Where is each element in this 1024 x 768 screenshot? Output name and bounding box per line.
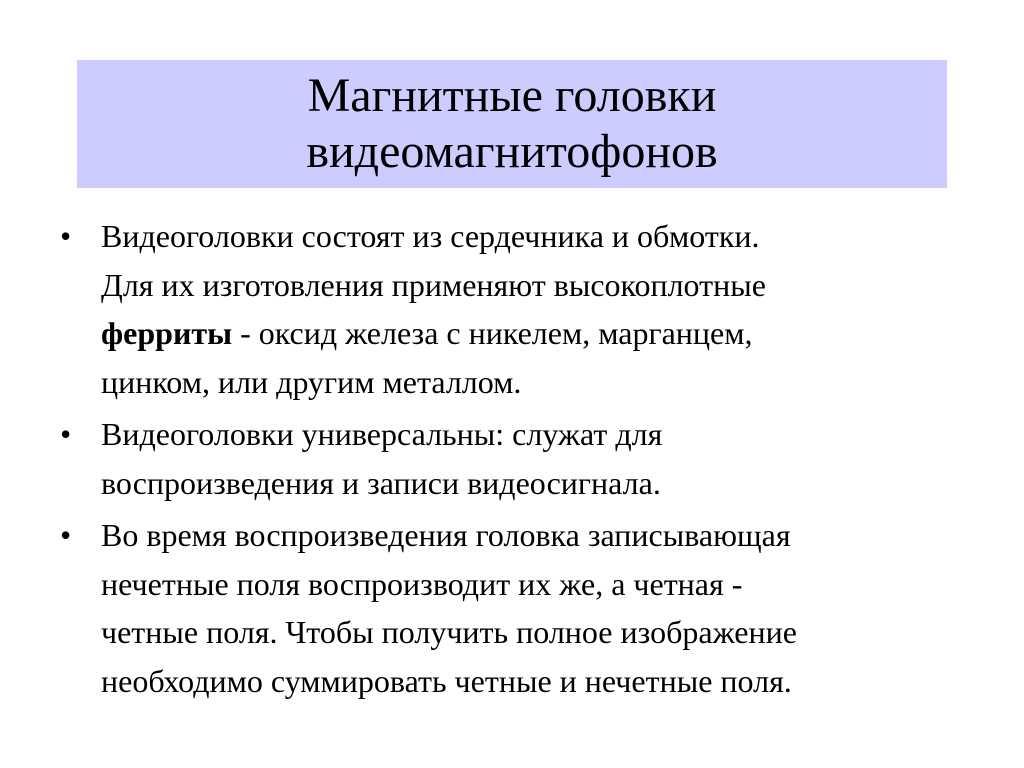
bullet-3-line-2: нечетные поля воспроизводит их же, а четная - <box>101 565 743 602</box>
bullet-item-3 <box>58 511 988 705</box>
bullet-2-line-2: воспроизведения и записи видеосигнала. <box>101 464 661 501</box>
bullet-item-1 <box>58 212 988 406</box>
bullet-3-line-3: четные поля. Чтобы получить полное изображение <box>101 614 797 650</box>
bold-term-ferrites: ферриты <box>101 315 233 351</box>
bullet-dot-icon: • <box>60 416 72 452</box>
bullet-3-line-1: Во время воспроизведения головка записывающая <box>101 517 791 553</box>
bullet-dot-icon: • <box>60 218 72 254</box>
title-line-2: видеомагнитофонов <box>306 125 718 178</box>
title-line-1: Магнитные головки <box>307 69 717 122</box>
bullet-3-line-4: необходимо суммировать четные и нечетные поля. <box>101 662 792 699</box>
bullet-item-2 <box>58 410 988 507</box>
bullet-1-line-3 <box>101 309 988 358</box>
bullet-1-line-3-rest: - оксид железа с никелем, марганцем, <box>232 315 753 351</box>
bullet-list <box>58 212 988 709</box>
bullet-dot-icon: • <box>60 517 72 553</box>
title-banner <box>77 60 947 188</box>
bullet-1-line-2: Для их изготовления применяют высокоплотные <box>101 266 766 303</box>
bullet-1-line-4: цинком, или другим металлом. <box>101 363 522 400</box>
bullet-1-line-1: Видеоголовки состоят из сердечника и обмотки. <box>101 218 760 254</box>
bullet-2-line-1: Видеоголовки универсальны: служат для <box>101 416 663 452</box>
